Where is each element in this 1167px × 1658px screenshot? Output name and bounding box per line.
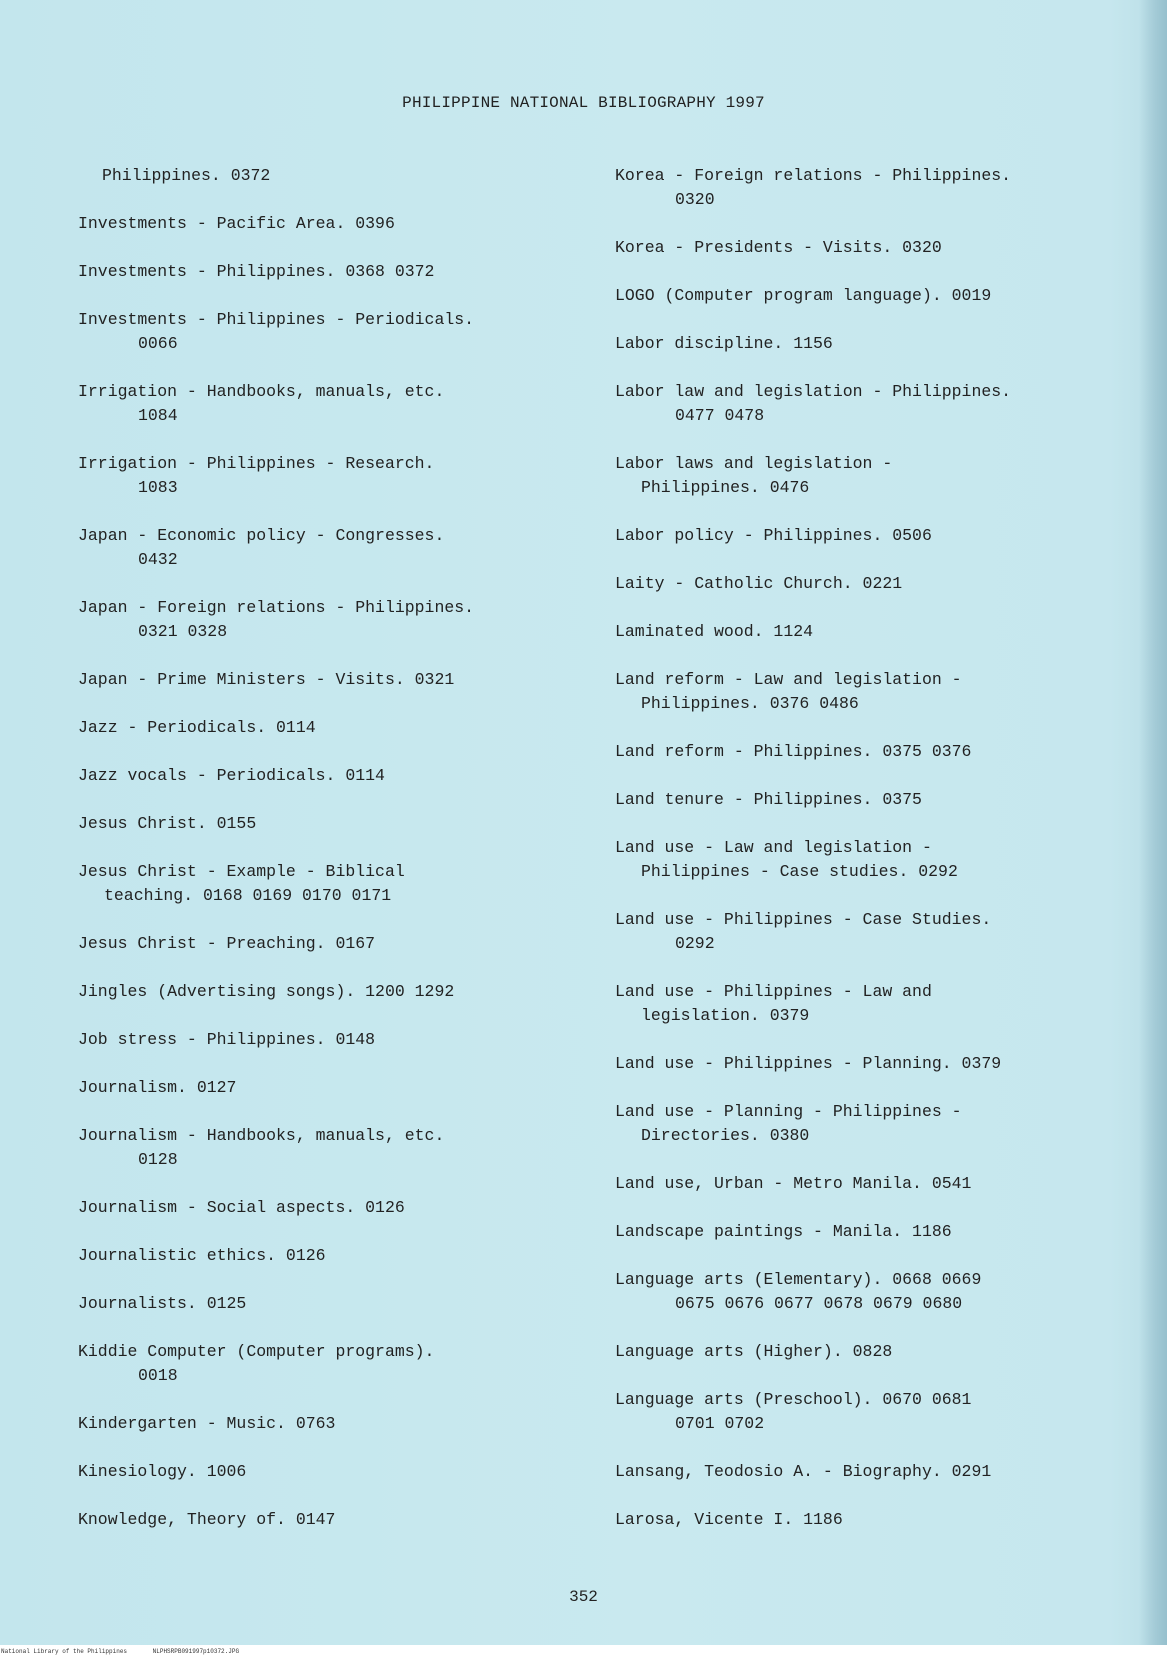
index-entry: Labor discipline. 1156 bbox=[615, 334, 833, 353]
index-entry: Kiddie Computer (Computer programs). 0018 bbox=[78, 1342, 435, 1385]
index-entry: Laminated wood. 1124 bbox=[615, 622, 814, 641]
page-header: PHILIPPINE NATIONAL BIBLIOGRAPHY 1997 bbox=[402, 94, 765, 112]
index-entry: Investments - Pacific Area. 0396 bbox=[78, 214, 395, 233]
index-entry: Knowledge, Theory of. 0147 bbox=[78, 1510, 336, 1529]
index-entry: Jesus Christ. 0155 bbox=[78, 814, 257, 833]
index-entry: LOGO (Computer program language). 0019 bbox=[615, 286, 992, 305]
index-entry: Landscape paintings - Manila. 1186 bbox=[615, 1222, 952, 1241]
index-entry: Journalists. 0125 bbox=[78, 1294, 247, 1313]
index-entry: Jazz vocals - Periodicals. 0114 bbox=[78, 766, 385, 785]
index-entry: Laity - Catholic Church. 0221 bbox=[615, 574, 903, 593]
index-entry: Labor laws and legislation - Philippines. 0476 bbox=[615, 454, 893, 497]
index-entry: Land use - Philippines - Law and legislation. 0379 bbox=[615, 982, 932, 1025]
index-entry: Language arts (Preschool). 0670 0681 0701 0702 bbox=[615, 1390, 972, 1433]
right-column bbox=[615, 164, 1135, 1556]
page-number: 352 bbox=[569, 1588, 598, 1606]
index-entry: Jesus Christ - Example - Biblical teaching. 0168 0169 0170 0171 bbox=[78, 862, 405, 905]
index-entry: Jesus Christ - Preaching. 0167 bbox=[78, 934, 376, 953]
index-entry: Land tenure - Philippines. 0375 bbox=[615, 790, 922, 809]
index-entry: Job stress - Philippines. 0148 bbox=[78, 1030, 376, 1049]
index-entry: Irrigation - Handbooks, manuals, etc. 1084 bbox=[78, 382, 445, 425]
index-entry: Land use, Urban - Metro Manila. 0541 bbox=[615, 1174, 972, 1193]
index-entry: Language arts (Elementary). 0668 0669 0675 0676 0677 0678 0679 0680 bbox=[615, 1270, 982, 1313]
index-entry: Language arts (Higher). 0828 bbox=[615, 1342, 893, 1361]
index-entry: Labor law and legislation - Philippines. 0477 0478 bbox=[615, 382, 1012, 425]
index-entry: Larosa, Vicente I. 1186 bbox=[615, 1510, 843, 1529]
index-entry: Kindergarten - Music. 0763 bbox=[78, 1414, 336, 1433]
index-entry: Journalism - Social aspects. 0126 bbox=[78, 1198, 405, 1217]
index-entry: Land use - Law and legislation - Philippines - Case studies. 0292 bbox=[615, 838, 958, 881]
index-entry: Land use - Philippines - Planning. 0379 bbox=[615, 1054, 1002, 1073]
index-entry: Korea - Presidents - Visits. 0320 bbox=[615, 238, 942, 257]
footer-library: National Library of the Philippines bbox=[1, 1648, 128, 1655]
index-entry: Land reform - Philippines. 0375 0376 bbox=[615, 742, 972, 761]
index-entry: Kinesiology. 1006 bbox=[78, 1462, 247, 1481]
index-entry: Jingles (Advertising songs). 1200 1292 bbox=[78, 982, 455, 1001]
index-entry: Philippines. 0372 bbox=[102, 166, 271, 185]
scan-footer bbox=[0, 1645, 1167, 1658]
index-entry: Investments - Philippines - Periodicals. 0066 bbox=[78, 310, 475, 353]
page-edge-shadow bbox=[1139, 0, 1167, 1658]
left-column bbox=[78, 164, 578, 1556]
index-entry: Journalism. 0127 bbox=[78, 1078, 237, 1097]
index-entry: Irrigation - Philippines - Research. 1083 bbox=[78, 454, 435, 497]
index-entry: Korea - Foreign relations - Philippines. 0320 bbox=[615, 166, 1012, 209]
index-entry: Land reform - Law and legislation - Philippines. 0376 0486 bbox=[615, 670, 962, 713]
index-entry: Japan - Economic policy - Congresses. 0432 bbox=[78, 526, 445, 569]
index-entry: Jazz - Periodicals. 0114 bbox=[78, 718, 316, 737]
index-entry: Japan - Foreign relations - Philippines. 0321 0328 bbox=[78, 598, 475, 641]
index-entry: Land use - Philippines - Case Studies. 0292 bbox=[615, 910, 992, 953]
index-entry: Labor policy - Philippines. 0506 bbox=[615, 526, 932, 545]
index-entry: Japan - Prime Ministers - Visits. 0321 bbox=[78, 670, 455, 689]
index-entry: Journalism - Handbooks, manuals, etc. 0128 bbox=[78, 1126, 445, 1169]
index-entry: Land use - Planning - Philippines - Directories. 0380 bbox=[615, 1102, 962, 1145]
footer-file: NLPHSRPB091997p10372.JPG bbox=[152, 1648, 240, 1655]
index-entry: Investments - Philippines. 0368 0372 bbox=[78, 262, 435, 281]
index-entry: Lansang, Teodosio A. - Biography. 0291 bbox=[615, 1462, 992, 1481]
index-entry: Journalistic ethics. 0126 bbox=[78, 1246, 326, 1265]
